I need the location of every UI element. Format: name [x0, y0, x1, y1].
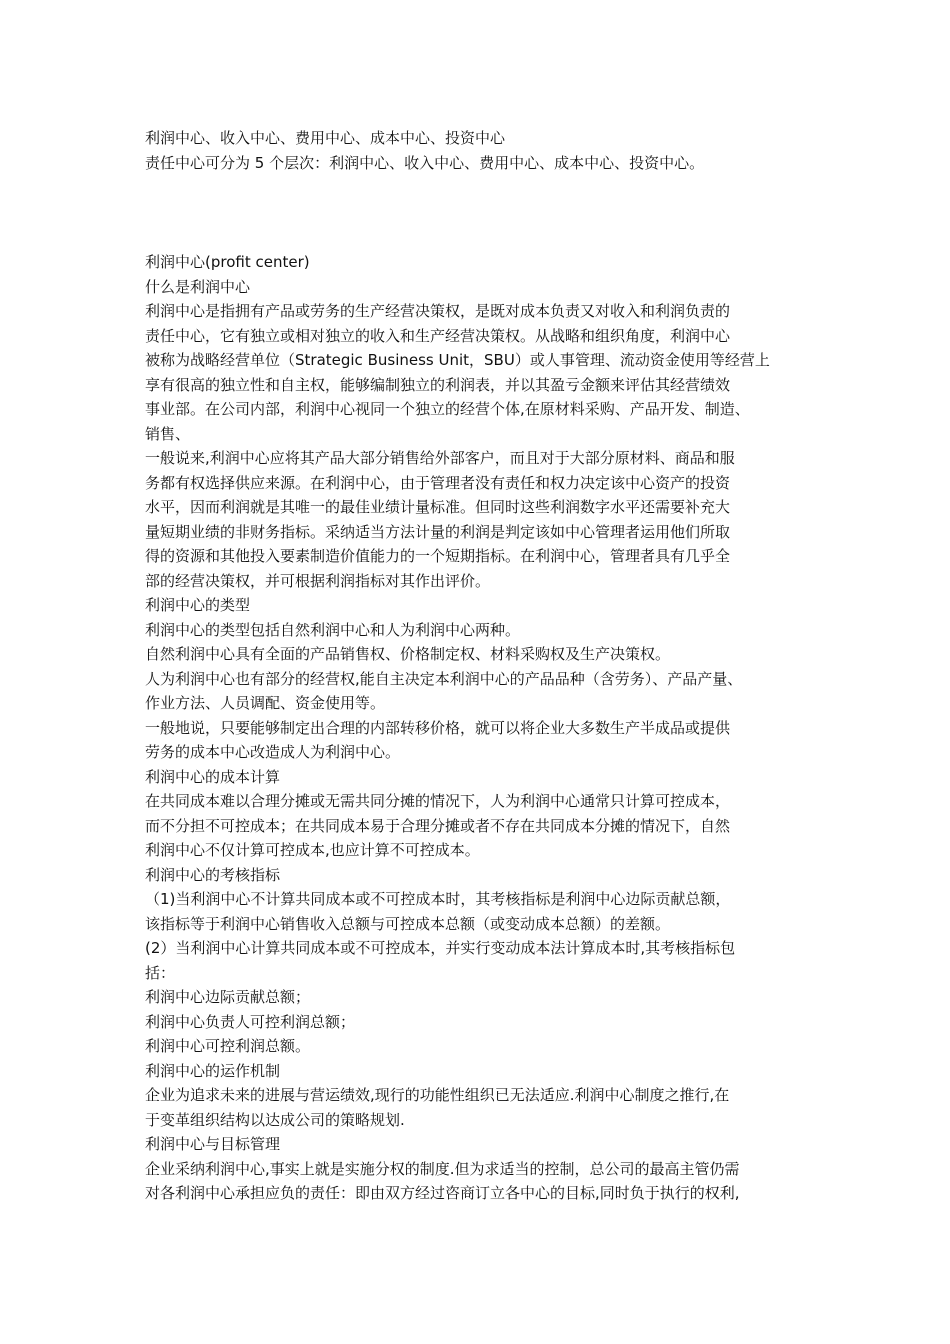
heading-line: 利润中心的类型 — [145, 596, 251, 614]
text-line: 企业为追求未来的进展与营运绩效,现行的功能性组织已无法适应.利润中心制度之推行,在 — [145, 1086, 730, 1104]
text-line: 自然利润中心具有全面的产品销售权、价格制定权、材料采购权及生产决策权。 — [145, 645, 671, 663]
text-line: 事业部。在公司内部，利润中心视同一个独立的经营个体,在原材料采购、产品开发、制造、 — [145, 400, 750, 418]
heading-line: 利润中心的考核指标 — [145, 865, 281, 884]
text-line: 企业采纳利润中心,事实上就是实施分权的制度.但为求适当的控制，总公司的最高主管仍需 — [145, 1159, 740, 1178]
text-line: 该指标等于利润中心销售收入总额与可控成本总额（或变动成本总额）的差额。 — [145, 914, 671, 933]
text-line: 利润中心的类型包括自然利润中心和人为利润中心两种。 — [145, 620, 521, 639]
text-line: 在共同成本难以合理分摊或无需共同分摊的情况下，人为利润中心通常只计算可控成本， — [145, 792, 731, 810]
list-item: 利润中心负责人可控利润总额； — [145, 1012, 356, 1031]
text-line: 利润中心不仅计算可控成本,也应计算不可控成本。 — [145, 841, 480, 859]
text-line: 享有很高的独立性和自主权，能够编制独立的利润表，并以其盈亏金额来评估其经营绩效 — [145, 375, 731, 394]
list-item: 利润中心可控利润总额。 — [145, 1037, 311, 1055]
text-line: 被称为战略经营单位（Strategic Business Unit，SBU）或人事管理、流动资金使用等经营上 — [145, 351, 770, 369]
text-line: 销售、 — [145, 424, 191, 443]
intro-line: 利润中心、收入中心、费用中心、成本中心、投资中心 — [145, 129, 506, 147]
text-line: 对各利润中心承担应负的责任：即由双方经过咨商订立各中心的目标,同时负于执行的权利, — [145, 1184, 740, 1202]
heading-line: 什么是利润中心 — [145, 277, 251, 296]
text-line: 部的经营决策权，并可根据利润指标对其作出评价。 — [145, 571, 491, 590]
section-title: 利润中心(profit center) — [145, 253, 310, 271]
text-line: 一般地说，只要能够制定出合理的内部转移价格，就可以将企业大多数生产半成品或提供 — [145, 718, 731, 737]
heading-line: 利润中心的成本计算 — [145, 767, 281, 786]
heading-line: 利润中心的运作机制 — [145, 1061, 281, 1080]
list-item: 利润中心边际贡献总额； — [145, 988, 311, 1006]
text-line: 水平，因而利润就是其唯一的最佳业绩计量标准。但同时这些利润数字水平还需要补充大 — [145, 498, 731, 516]
text-line: 利润中心是指拥有产品或劳务的生产经营决策权，是既对成本负责又对收入和利润负责的 — [145, 302, 731, 320]
text-line: 量短期业绩的非财务指标。采纳适当方法计量的利润是判定该如中心管理者运用他们所取 — [145, 522, 731, 541]
blank-space — [145, 175, 825, 250]
text-line: 责任中心，它有独立或相对独立的收入和生产经营决策权。从战略和组织角度，利润中心 — [145, 326, 731, 345]
text-line: 一般说来,利润中心应将其产品大部分销售给外部客户，而且对于大部分原材料、商品和服 — [145, 449, 735, 467]
text-line: 而不分担不可控成本；在共同成本易于合理分摊或者不存在共同成本分摊的情况下，自然 — [145, 816, 731, 835]
text-line: 务都有权选择供应来源。在利润中心，由于管理者没有责任和权力决定该中心资产的投资 — [145, 473, 731, 492]
document-content — [145, 126, 825, 1206]
heading-line: 利润中心与目标管理 — [145, 1135, 281, 1153]
text-line: 人为利润中心也有部分的经营权,能自主决定本利润中心的产品品种（含劳务）、产品产量、 — [145, 669, 743, 688]
text-line: 括： — [145, 963, 176, 982]
text-line: 作业方法、人员调配、资金使用等。 — [145, 694, 386, 712]
text-line: 于变革组织结构以达成公司的策略规划. — [145, 1110, 405, 1129]
intro-line: 责任中心可分为 5 个层次：利润中心、收入中心、费用中心、成本中心、投资中心。 — [145, 153, 705, 172]
text-line: (2）当利润中心计算共同成本或不可控成本，并实行变动成本法计算成本时,其考核指标包 — [145, 939, 736, 957]
text-line: （1)当利润中心不计算共同成本或不可控成本时，其考核指标是利润中心边际贡献总额， — [145, 890, 731, 908]
text-line: 得的资源和其他投入要素制造价值能力的一个短期指标。在利润中心，管理者具有几乎全 — [145, 547, 731, 565]
text-line: 劳务的成本中心改造成人为利润中心。 — [145, 743, 401, 761]
